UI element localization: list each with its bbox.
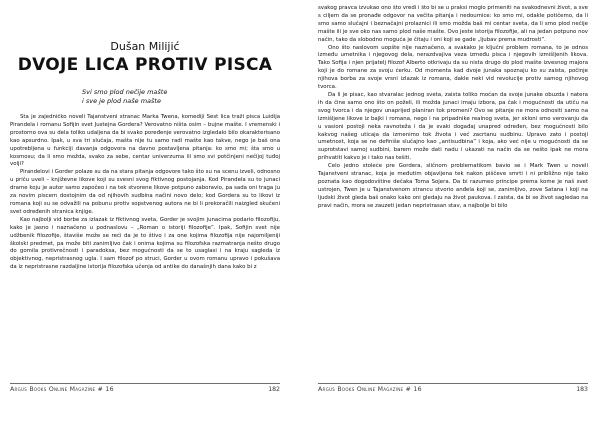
footer-rule (318, 383, 588, 384)
epigraph (82, 88, 232, 105)
left-footer (10, 383, 280, 393)
publication-name: Argus Books Online Magazine # 16 (318, 386, 422, 393)
paragraph: Celo jedno stoleće pre Gordera, sličnom problematikom bavio se i Mark Twen u noveli Tajanstveni stranac, koja je međutim objavljena tek nakon piščeve smrti i ni približno nije tako poznata kao dogodovštine dečaka Toma Sojera. Da bi razumeo principe prema kome je naš svet ustrojen, Twen je u Tajanstvenom strancu stvorio anđela koji se, zanimljivo, zove Satana i koji na ljudski život gleda baš onako kako oni gledaju na život paukova. I zaista, da bi se život sagledao na pravi način, mora se zauzeti jedan nepristrasan stav, a najbolje bi bilo (318, 163, 588, 209)
epigraph-line: Svi smo plod nečije mašte (82, 88, 168, 96)
right-page (318, 0, 588, 424)
paragraph: Šta je zajedničko noveli Tajanstveni stranac Marka Twena, komediji Šest lica traži pisca Luidija Pirandela i romanu Sofijin svet Justejna Gordera? Verovatno ništa osim – bujne mašte. I vremenski i prostorno ova su dela toliko udaljena da bi svako poređenje verovatno izgledalo bilo okarakterisano kao apsurdno. Ipak, u sva tri slučaja, mašta nije tu samo radi mašte kao takve, nego je baš ona upotrebljena u funkciji davanja odgovora na davno postavljena pitanja: ko smo mi; šta smo u kosmosu; da li smo možda, svako za sebe, centar univerzuma ili smo svi potčinjeni nečijoj tuđoj volji? (10, 114, 280, 168)
paragraph: Da li je pisac, kao stvaralac jednog sveta, zaista toliko moćan da svoje junake obuzda i natera ih da čine samo ono što on poželi, ili možda junaci imaju izbora, pa čak i mogućnosti da utiču na svog tvorca i da njegov unaprijed planiran tok promeni? Ovo se pitanje ne mora odnositi samo na izmišljene likove iz bajki i romana, nego i na pripadnike realnog sveta, jer skloni smo verovanju da u vasioni postoji neka ravnoteža i da je svaki događaj unapred određen, bez mogućnosti bilo kakvog našeg uticaja da izmenimo tok života i već zacrtanu sudbinu. Upravo zato i postoji umetnost, koja se ne definiše slučajno kao „antisudbina” i koja, ako već nije u mogućnosti da se suprotstavi samoj sudbini, barem može dati nadu i ukazati na način da se nešto ipak ne mora prihvatiti kakvo je i tako nas tešiti. (318, 91, 588, 162)
right-footer (318, 383, 588, 393)
left-body-text (10, 114, 280, 373)
footer-rule (10, 383, 280, 384)
publication-name: Argus Books Online Magazine # 16 (10, 386, 114, 393)
paragraph: Kao najbolji vid borbe za izlazak iz fiktivnog sveta, Gorder je svojim junacima podario filozofiju, kako je jasno i naznačeno u podnaslovu – „Roman o istoriji filozofije”. Ipak, Sofijin svet nije udžbenik filozofije, štaviše može se reći da je to štivo i za one kojima filozofija nije najomiljeniji školski predmet, pa može biti zanimljivo čak i onima kojima su filozofska razmatranja nešto drugo do gomila protivrečnosti i paradoksa, bez mogućnosti da se to usaglasi i na kraju sagleda iz objektivnog, nepristrasnog ugla. I sam filozof po struci, Gorder u ovom romanu upravo i pokušava da iz nepristrasne razdaljine istorija filozofska učenja od antike do današnjih dana kako bi z (10, 216, 280, 271)
right-body-text (318, 5, 588, 373)
paragraph: svakog pravca izvukao ono što vredi i što bi se u praksi moglo primeniti na svakodnevni život, a sve s ciljem da se pronađe odgovor na večita pitanja i nedoumice: ko smo mi, odakle potičemo, da li smo samo slučajni i beznačajni prolaznici ili smo možda baš mi centar sveta, da li smo plod nečije mašte ili je sve oko nas samo plod naše mašte. Ovo jeste istorija filozofije, ali na jedan potpuno nov način, tako da slobodno moguća je čitaju i oni koji se gade „ljubav prema mudrosti”. (318, 5, 588, 43)
left-page (10, 0, 280, 424)
page-number: 182 (268, 386, 280, 393)
page-number: 183 (576, 386, 588, 393)
paragraph: Pirandelovi i Gorder polaze su da na stara pitanja odgovore tako što su na scenu izveli, odnosno u priču uveli – književne likove koji su svesni svog fiktivnog postojanja. Kod Pirandela su to junaci drame koju je autor samo započeo i na tek stvorene likove potpuno zaboravio, pa sada oni traga ju za novim piscem dostojnim da od njihovih sudbina načini novo delo; kod Gordera su to likovi iz romana koji su se odvažili na pobunu protiv sopstvenog autora ne bi li prekoračili naizgled skučeni svet određenih stranica knjige. (10, 169, 280, 215)
paragraph: Ono što naslovom uopšte nije naznačeno, a svakako je ključni problem romana, to je odnos između umetnika i njegovog dela, nerazdvajiva veza između pisca i njegovih izmišljenih likova. Tako Sofija i njen prijatelj filozof Alberto otkrivaju da su nista drugo do plod mašte izvesnog majora koji je do romane za svoju ćerku. Od momenta kad dvoje junaka spoznaju ko su zaista, počinje njihova borba za svoje vrsni izlazak iz romana, dakle neki vid revolucije protiv samog njihovog tvorca. (318, 44, 588, 91)
author-name: Dušan Milijić (110, 40, 180, 53)
epigraph-line: i sve je plod naše mašte (82, 96, 161, 105)
article-title: DVOJE LICA PROTIV PISCA (17, 55, 273, 75)
